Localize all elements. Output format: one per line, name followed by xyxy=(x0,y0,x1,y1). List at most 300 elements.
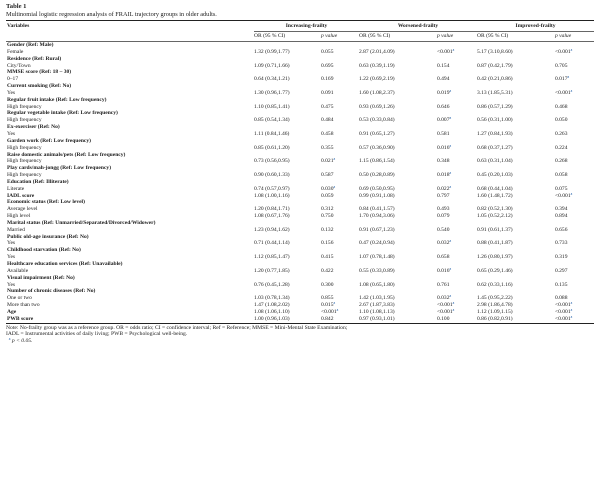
empty-cell xyxy=(437,247,477,254)
empty-cell xyxy=(477,220,555,227)
p-value: 0.015 xyxy=(321,302,334,309)
or-ci-value: 0.91 (0.67,1.23) xyxy=(359,226,395,233)
level-label: Yes xyxy=(7,130,16,137)
p-value-cell xyxy=(321,131,359,138)
table-notes xyxy=(6,325,594,345)
or-ci-cell xyxy=(359,213,437,220)
category-label: Marital status (Ref: Unmarried/Separated/Divorced/Widower) xyxy=(7,219,156,226)
or-ci-cell xyxy=(254,316,321,323)
footnote xyxy=(6,338,594,345)
p-value: <0.001 xyxy=(437,308,453,315)
p-value: 0.016 xyxy=(437,144,450,151)
p-value-cell xyxy=(555,316,594,323)
or-ci-cell xyxy=(477,268,555,275)
p-value-cell xyxy=(321,302,359,309)
empty-cell xyxy=(555,288,594,295)
category-label: Current smoking (Ref: No) xyxy=(7,83,72,90)
or-ci-value: 0.71 (0.44,1.14) xyxy=(254,240,290,247)
p-value: <0.001 xyxy=(437,302,453,309)
p-value: 0.050 xyxy=(555,117,568,124)
empty-cell xyxy=(359,138,437,145)
p-value: 0.007 xyxy=(437,117,450,124)
empty-cell xyxy=(437,179,477,186)
or-ci-value: 0.62 (0.33,1.16) xyxy=(477,281,513,288)
or-ci-value: 1.60 (1.08,2.37) xyxy=(359,89,395,96)
category-row xyxy=(6,193,594,200)
or-ci-value: 1.09 (0.71,1.66) xyxy=(254,62,290,69)
or-ci-cell xyxy=(359,76,437,83)
level-label: Average level xyxy=(7,206,38,213)
p-value-cell xyxy=(321,186,359,193)
p-value: 0.263 xyxy=(555,130,568,137)
category-label: Residence (Ref: Rural) xyxy=(7,55,62,62)
p-value: 0.587 xyxy=(321,172,334,179)
or-ci-cell xyxy=(477,309,555,316)
p-value-cell xyxy=(437,206,477,213)
category-label: Play cards/mah-jongg (Ref: Low frequency) xyxy=(7,165,112,172)
empty-cell xyxy=(555,199,594,206)
or-ci-value: 1.30 (0.96,1.77) xyxy=(254,89,290,96)
table-row xyxy=(6,227,594,234)
empty-cell xyxy=(321,69,359,76)
category-row xyxy=(6,179,594,186)
category-row xyxy=(6,42,594,49)
or-ci-cell xyxy=(477,240,555,247)
p-value: 0.733 xyxy=(555,240,568,247)
or-ci-value: 0.47 (0.24,0.94) xyxy=(359,240,395,247)
empty-cell xyxy=(321,83,359,90)
or-ci-value: 0.68 (0.44,1.04) xyxy=(477,185,513,192)
or-ci-cell xyxy=(254,131,321,138)
category-label: Visual impairment (Ref: No) xyxy=(7,274,75,281)
significance-mark: a xyxy=(449,266,452,271)
or-ci-value: 0.84 (0.41,1.57) xyxy=(359,206,395,213)
or-ci-value: 1.47 (1.08,2.02) xyxy=(254,302,290,309)
empty-cell xyxy=(555,152,594,159)
empty-cell xyxy=(359,97,437,104)
p-value: 0.058 xyxy=(555,172,568,179)
p-value: <0.001 xyxy=(555,302,571,309)
empty-cell xyxy=(321,288,359,295)
empty-cell xyxy=(254,165,321,172)
or-ci-header: OR (95 % CI) xyxy=(477,33,509,39)
level-label: High frequency xyxy=(7,172,42,179)
level-label: 0–17 xyxy=(7,76,19,83)
empty-cell xyxy=(477,97,555,104)
p-value: 0.312 xyxy=(321,206,334,213)
p-value: 0.797 xyxy=(437,192,450,199)
p-value-cell xyxy=(321,268,359,275)
or-ci-value: 1.12 (0.85,1.47) xyxy=(254,254,290,261)
or-ci-cell xyxy=(359,316,437,323)
p-value-cell xyxy=(437,254,477,261)
p-value-cell xyxy=(321,104,359,111)
empty-cell xyxy=(321,42,359,49)
p-value: 0.355 xyxy=(321,144,334,151)
or-ci-value: 3.13 (1.85,5.31) xyxy=(477,89,513,96)
table-row xyxy=(6,268,594,275)
p-value: <0.001 xyxy=(437,48,453,55)
empty-cell xyxy=(359,179,437,186)
or-ci-value: 1.11 (0.84,1.46) xyxy=(254,130,290,137)
table-row xyxy=(6,213,594,220)
level-label: High frequency xyxy=(7,144,42,151)
significance-mark: a xyxy=(449,143,452,148)
category-row xyxy=(6,97,594,104)
p-value-cell xyxy=(555,158,594,165)
or-ci-value: 1.15 (0.86,1.54) xyxy=(359,158,395,165)
or-ci-value: 1.20 (0.84,1.71) xyxy=(254,206,290,213)
or-ci-value: 1.03 (0.78,1.34) xyxy=(254,295,290,302)
level-label: High frequency xyxy=(7,158,42,165)
empty-cell xyxy=(555,165,594,172)
p-value-cell xyxy=(555,302,594,309)
empty-cell xyxy=(437,83,477,90)
significance-mark: a xyxy=(333,184,336,189)
table-row xyxy=(6,90,594,97)
p-value: 0.032 xyxy=(437,240,450,247)
category-label: Childhood starvation (Ref: No) xyxy=(7,247,81,254)
or-ci-cell xyxy=(254,186,321,193)
or-ci-cell xyxy=(359,240,437,247)
p-value-cell xyxy=(321,316,359,323)
empty-cell xyxy=(477,42,555,49)
empty-cell xyxy=(477,138,555,145)
or-ci-cell xyxy=(477,49,555,56)
or-ci-value: 2.67 (1.87,3.83) xyxy=(359,302,395,309)
or-ci-cell xyxy=(359,268,437,275)
empty-cell xyxy=(359,261,437,268)
p-value: 0.169 xyxy=(321,76,334,83)
p-value-cell xyxy=(555,193,594,200)
p-value: 0.415 xyxy=(321,254,334,261)
empty-cell xyxy=(321,138,359,145)
empty-cell xyxy=(321,199,359,206)
or-ci-cell xyxy=(254,76,321,83)
p-value: 0.268 xyxy=(555,158,568,165)
empty-cell xyxy=(437,69,477,76)
p-value-cell xyxy=(321,145,359,152)
empty-cell xyxy=(254,83,321,90)
p-value: 0.494 xyxy=(437,76,450,83)
empty-cell xyxy=(321,220,359,227)
table-row xyxy=(6,240,594,247)
table-figure xyxy=(6,3,594,344)
p-value: 0.059 xyxy=(321,192,334,199)
p-value: <0.001 xyxy=(555,315,571,322)
significance-mark: a xyxy=(449,184,452,189)
p-value-cell xyxy=(437,186,477,193)
empty-cell xyxy=(555,97,594,104)
p-value-cell xyxy=(555,63,594,70)
category-label: Healthcare education services (Ref: Unavailable) xyxy=(7,261,123,267)
empty-cell xyxy=(254,97,321,104)
p-value: 0.695 xyxy=(321,62,334,69)
p-value: 0.224 xyxy=(555,144,568,151)
significance-mark: a xyxy=(333,157,336,162)
p-value-cell xyxy=(321,254,359,261)
category-row xyxy=(6,83,594,90)
empty-cell xyxy=(477,83,555,90)
or-ci-value: 1.05 (0.52,2.12) xyxy=(477,213,513,220)
p-value-cell xyxy=(555,186,594,193)
p-value: 0.091 xyxy=(321,89,334,96)
or-ci-value: 0.86 (0.57,1.29) xyxy=(477,103,513,110)
p-value: 0.055 xyxy=(321,48,334,55)
level-label: Yes xyxy=(7,89,16,96)
p-value-header: p value xyxy=(321,33,338,39)
p-value-cell xyxy=(437,49,477,56)
or-ci-cell xyxy=(359,302,437,309)
category-label: Regular fruit intake (Ref: Low frequency) xyxy=(7,96,107,103)
or-ci-value: 1.08 (1.06,1.10) xyxy=(254,308,290,315)
or-ci-cell xyxy=(477,145,555,152)
p-value: 0.100 xyxy=(437,315,450,322)
or-ci-cell xyxy=(254,240,321,247)
p-value-cell xyxy=(555,213,594,220)
category-label: Age xyxy=(7,308,17,315)
or-ci-cell xyxy=(477,254,555,261)
or-ci-cell xyxy=(359,63,437,70)
or-ci-value: 0.64 (0.34,1.21) xyxy=(254,76,290,83)
level-label: Married xyxy=(7,226,25,233)
or-ci-cell xyxy=(477,63,555,70)
empty-cell xyxy=(359,275,437,282)
category-label: Education (Ref: Illiterate) xyxy=(7,178,69,185)
p-value: 0.750 xyxy=(321,213,334,220)
empty-cell xyxy=(477,165,555,172)
or-ci-cell xyxy=(359,117,437,124)
empty-cell xyxy=(321,247,359,254)
empty-cell xyxy=(321,165,359,172)
p-value-cell xyxy=(555,90,594,97)
or-ci-cell xyxy=(254,104,321,111)
or-ci-value: 1.08 (0.67,1.76) xyxy=(254,213,290,220)
p-value: 0.484 xyxy=(321,117,334,124)
table-row xyxy=(6,302,594,309)
empty-cell xyxy=(359,56,437,63)
or-ci-value: 0.53 (0.33,0.84) xyxy=(359,117,395,124)
significance-mark: a xyxy=(570,47,573,52)
empty-cell xyxy=(321,275,359,282)
category-label: IADL score xyxy=(7,192,35,199)
or-ci-value: 0.65 (0.29,1.46) xyxy=(477,267,513,274)
p-value-cell xyxy=(555,117,594,124)
or-ci-value: 0.69 (0.50,0.95) xyxy=(359,185,395,192)
p-value-cell xyxy=(321,213,359,220)
or-ci-value: 1.27 (0.84,1.93) xyxy=(477,130,513,137)
empty-cell xyxy=(359,42,437,49)
p-value-cell xyxy=(555,282,594,289)
or-ci-value: 0.68 (0.37,1.27) xyxy=(477,144,513,151)
or-ci-cell xyxy=(254,254,321,261)
empty-cell xyxy=(359,220,437,227)
p-value: 0.297 xyxy=(555,267,568,274)
p-value: 0.493 xyxy=(437,206,450,213)
category-label: Public old-age insurance (Ref: No) xyxy=(7,233,89,240)
or-ci-value: 0.45 (0.20,1.03) xyxy=(477,172,513,179)
or-ci-value: 1.20 (0.77,1.85) xyxy=(254,267,290,274)
or-ci-cell xyxy=(359,227,437,234)
or-ci-header: OR (95 % CI) xyxy=(359,33,391,39)
or-ci-value: 0.99 (0.91,1.08) xyxy=(359,192,395,199)
empty-cell xyxy=(555,83,594,90)
or-ci-cell xyxy=(477,213,555,220)
or-ci-cell xyxy=(359,172,437,179)
or-ci-cell xyxy=(359,49,437,56)
p-value-cell xyxy=(321,90,359,97)
empty-cell xyxy=(555,247,594,254)
p-value-cell xyxy=(321,172,359,179)
or-ci-value: 1.70 (0.94,3.06) xyxy=(359,213,395,220)
or-ci-cell xyxy=(477,302,555,309)
or-ci-cell xyxy=(477,316,555,323)
level-label: High level xyxy=(7,213,31,220)
p-value: 0.656 xyxy=(555,226,568,233)
empty-cell xyxy=(321,110,359,117)
significance-mark: a xyxy=(570,191,573,196)
p-value: 0.348 xyxy=(437,158,450,165)
p-value: 0.017 xyxy=(555,76,568,83)
p-value-cell xyxy=(437,282,477,289)
or-ci-cell xyxy=(254,172,321,179)
p-value-cell xyxy=(437,227,477,234)
or-ci-value: 1.42 (1.03,1.95) xyxy=(359,295,395,302)
significance-mark: a xyxy=(452,47,455,52)
p-value-cell xyxy=(321,158,359,165)
or-ci-value: 1.26 (0.80,1.97) xyxy=(477,254,513,261)
empty-cell xyxy=(477,56,555,63)
p-value: 0.019 xyxy=(437,89,450,96)
p-value: 0.319 xyxy=(555,254,568,261)
category-row xyxy=(6,56,594,63)
empty-cell xyxy=(321,234,359,241)
p-value: 0.156 xyxy=(321,240,334,247)
empty-cell xyxy=(555,56,594,63)
or-ci-cell xyxy=(254,63,321,70)
empty-cell xyxy=(477,261,555,268)
table-row xyxy=(6,172,594,179)
empty-cell xyxy=(555,234,594,241)
significance-mark: a xyxy=(449,239,452,244)
p-value: 0.422 xyxy=(321,267,334,274)
level-label: Female xyxy=(7,48,24,55)
or-ci-value: 0.91 (0.61,1.37) xyxy=(477,226,513,233)
or-ci-value: 0.56 (0.31,1.00) xyxy=(477,117,513,124)
or-ci-value: 0.76 (0.45,1.28) xyxy=(254,281,290,288)
or-ci-value: 1.45 (0.95,2.22) xyxy=(477,295,513,302)
or-ci-cell xyxy=(477,90,555,97)
table-number: Table 1 xyxy=(6,3,27,10)
p-value-cell xyxy=(437,117,477,124)
empty-cell xyxy=(359,165,437,172)
empty-cell xyxy=(555,110,594,117)
empty-cell xyxy=(254,124,321,131)
p-value: <0.001 xyxy=(555,308,571,315)
empty-cell xyxy=(477,179,555,186)
significance-mark: a xyxy=(452,301,455,306)
p-value-cell xyxy=(321,49,359,56)
category-row xyxy=(6,316,594,323)
level-label: Available xyxy=(7,267,29,274)
level-label: One or two xyxy=(7,295,32,302)
p-value-cell xyxy=(555,131,594,138)
p-value: 0.132 xyxy=(321,226,334,233)
p-value-cell xyxy=(555,104,594,111)
p-value-cell xyxy=(555,254,594,261)
p-value-cell xyxy=(437,76,477,83)
or-ci-value: 0.73 (0.56,0.95) xyxy=(254,158,290,165)
p-value: <0.001 xyxy=(555,89,571,96)
or-ci-cell xyxy=(477,186,555,193)
p-value: 0.022 xyxy=(437,185,450,192)
category-label: Garden work (Ref: Low frequency) xyxy=(7,137,92,144)
or-ci-cell xyxy=(477,131,555,138)
empty-cell xyxy=(437,56,477,63)
p-value-cell xyxy=(437,172,477,179)
or-ci-value: 1.10 (0.85,1.41) xyxy=(254,103,290,110)
or-ci-value: 1.10 (1.08,1.13) xyxy=(359,308,395,315)
empty-cell xyxy=(437,275,477,282)
table-row xyxy=(6,131,594,138)
or-ci-value: 1.07 (0.78,1.48) xyxy=(359,254,395,261)
empty-cell xyxy=(555,179,594,186)
category-row xyxy=(6,124,594,131)
empty-cell xyxy=(437,124,477,131)
p-value: 0.021 xyxy=(321,158,334,165)
empty-cell xyxy=(321,97,359,104)
level-label: Yes xyxy=(7,281,16,288)
or-ci-value: 1.23 (0.94,1.62) xyxy=(254,226,290,233)
category-row xyxy=(6,220,594,227)
p-value: 0.842 xyxy=(321,315,334,322)
or-ci-cell xyxy=(254,213,321,220)
or-ci-cell xyxy=(359,254,437,261)
p-value: <0.001 xyxy=(555,192,571,199)
level-label: Literate xyxy=(7,185,25,192)
empty-cell xyxy=(254,56,321,63)
group-improved-frailty: Improved-frailty xyxy=(477,21,594,32)
or-ci-value: 1.12 (1.09,1.15) xyxy=(477,308,513,315)
p-value-cell xyxy=(437,104,477,111)
or-ci-cell xyxy=(254,158,321,165)
p-value: 0.658 xyxy=(437,254,450,261)
significance-mark: a xyxy=(449,171,452,176)
empty-cell xyxy=(437,42,477,49)
empty-cell xyxy=(254,138,321,145)
category-row xyxy=(6,165,594,172)
p-value: 0.088 xyxy=(555,295,568,302)
or-ci-cell xyxy=(254,302,321,309)
p-value-cell xyxy=(437,131,477,138)
or-ci-value: 0.55 (0.33,0.89) xyxy=(359,267,395,274)
empty-cell xyxy=(555,138,594,145)
sub-header-blank xyxy=(6,32,254,42)
p-value-header: p value xyxy=(437,33,454,39)
or-ci-cell xyxy=(359,193,437,200)
empty-cell xyxy=(254,42,321,49)
empty-cell xyxy=(437,138,477,145)
or-ci-value: 0.74 (0.57,0.97) xyxy=(254,185,290,192)
significance-mark: a xyxy=(570,314,573,319)
p-value-cell xyxy=(321,117,359,124)
p-value: 0.075 xyxy=(555,185,568,192)
p-value-cell xyxy=(437,63,477,70)
significance-mark: a xyxy=(570,88,573,93)
empty-cell xyxy=(254,179,321,186)
or-ci-cell xyxy=(254,193,321,200)
p-value-cell xyxy=(555,309,594,316)
